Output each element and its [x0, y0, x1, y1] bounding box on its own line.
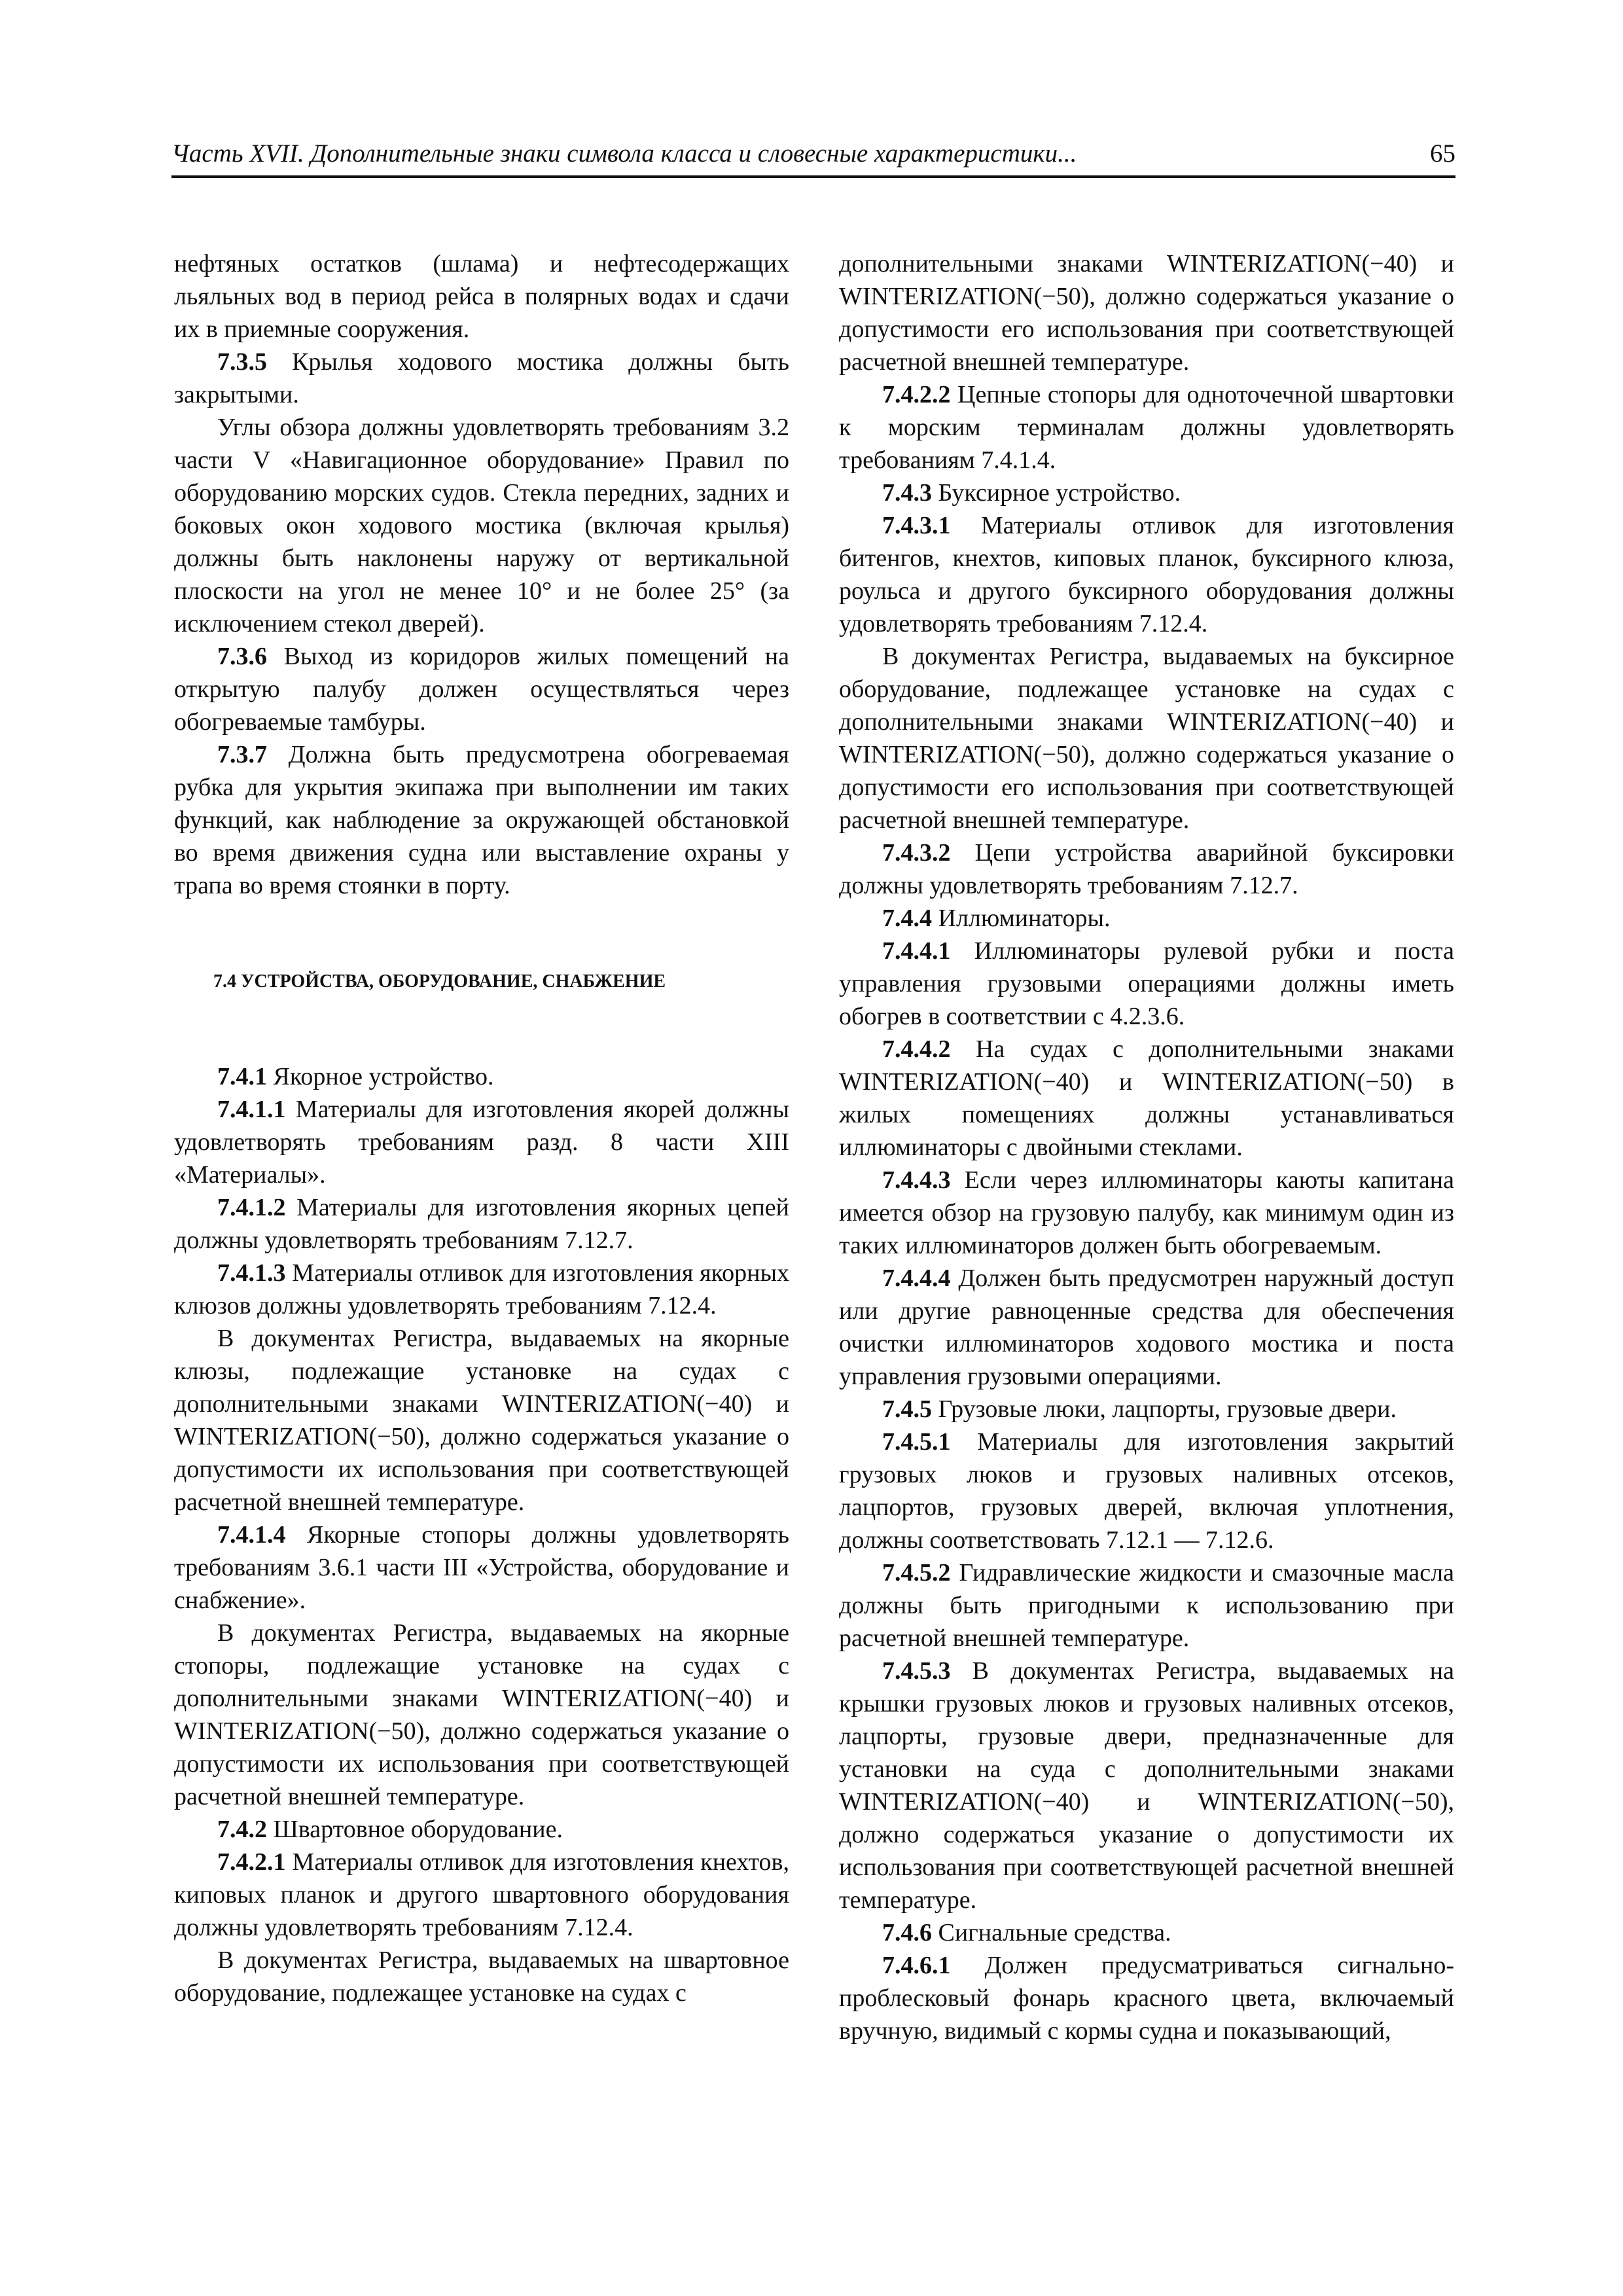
paragraph: [839, 1033, 1454, 1164]
paragraph: [174, 1617, 789, 1813]
paragraph-text: Грузовые люки, лацпорты, грузовые двери.: [932, 1395, 1397, 1423]
clause-number: 7.4.2.2: [882, 381, 951, 408]
paragraph-text: Буксирное устройство.: [932, 479, 1181, 507]
paragraph: [174, 1257, 789, 1322]
paragraph-text: Материалы для изготовления якорных цепей должны удовлетворять требованиям 7.12.7.: [174, 1194, 789, 1254]
paragraph: [839, 640, 1454, 836]
paragraph: [174, 346, 789, 411]
paragraph-text: Крылья ходового мостика должны быть закрытыми.: [174, 348, 789, 408]
paragraph-text: Якорные стопоры должны удовлетворять требованиям 3.6.1 части III «Устройства, оборудование и снабжение».: [174, 1521, 789, 1614]
paragraph: [174, 1093, 789, 1191]
paragraph: [839, 1655, 1454, 1916]
clause-number: 7.4.1.2: [217, 1194, 286, 1221]
subsection-title: [174, 1060, 789, 1093]
section-heading: 7.4 УСТРОЙСТВА, ОБОРУДОВАНИЕ, СНАБЖЕНИЕ: [213, 971, 666, 992]
clause-number: 7.4.6.1: [882, 1952, 951, 1979]
paragraph-text: В документах Регистра, выдаваемых на буксирное оборудование, подлежащее установке на судах с дополнительными знаками WINTERIZATION(−40) и WINTERIZATION(−50), должно содержаться указание о допустимости его использования при соответствующей расчетной внешней температуре.: [839, 643, 1454, 834]
paragraph-text: нефтяных остатков (шлама) и нефтесодержащих льяльных вод в период рейса в полярных водах и сдачи их в приемные сооружения.: [174, 250, 789, 343]
paragraph: [839, 247, 1454, 378]
paragraph-text: Углы обзора должны удовлетворять требованиям 3.2 части V «Навигационное оборудование» Правил по оборудованию морских судов. Стекла передних, задних и боковых окон ходового мостика (включая крылья) должны быть наклонены наружу от вертикальной плоскости на угол не менее 10° и не более 25° (за исключением стекол дверей).: [174, 414, 789, 637]
page-number: 65: [1430, 139, 1455, 168]
paragraph-text: Материалы отливок для изготовления битенгов, кнехтов, киповых планок, буксирного клюза, роульса и другого буксирного оборудования должны удовлетворять требованиям 7.12.4.: [839, 512, 1454, 637]
right-column: [839, 247, 1454, 2047]
clause-number: 7.3.5: [217, 348, 267, 376]
paragraph: [839, 1949, 1454, 2047]
paragraph: [174, 1518, 789, 1617]
paragraph-text: дополнительными знаками WINTERIZATION(−40) и WINTERIZATION(−50), должно содержаться указание о допустимости его использования при соответствующей расчетной внешней температуре.: [839, 250, 1454, 376]
header-title: Часть XVII. Дополнительные знаки символа класса и словесные характеристики...: [171, 139, 1077, 168]
paragraph-text: В документах Регистра, выдаваемых на крышки грузовых люков и грузовых наливных отсеков, лацпорты, грузовые двери, предназначенные для установки на суда с дополнительными знаками WINTERIZATION(−40) и WINTERIZATION(−50), должно содержаться указание о допустимости их использования при соответствующей расчетной внешней температуре.: [839, 1657, 1454, 1914]
paragraph: [174, 411, 789, 640]
running-header: [171, 139, 1455, 178]
paragraph-text: Иллюминаторы.: [932, 905, 1111, 932]
paragraph: [839, 378, 1454, 476]
paragraph-text: Должна быть предусмотрена обогреваемая рубка для укрытия экипажа при выполнении им таких функций, как наблюдение за окружающей обстановкой во время движения судна или выставление охраны у трапа во время стоянки в порту.: [174, 741, 789, 899]
paragraph-text: Материалы для изготовления якорей должны удовлетворять требованиям разд. 8 части XIII «Материалы».: [174, 1096, 789, 1189]
clause-number: 7.4.5.1: [882, 1428, 951, 1456]
clause-number: 7.4.4.2: [882, 1035, 951, 1063]
paragraph: [839, 1164, 1454, 1262]
clause-number: 7.4.1.1: [217, 1096, 286, 1123]
paragraph: [839, 509, 1454, 640]
clause-number: 7.4.2: [217, 1816, 267, 1843]
clause-number: 7.4.3.2: [882, 839, 951, 867]
clause-number: 7.4.3.1: [882, 512, 951, 539]
clause-number: 7.4.2.1: [217, 1848, 286, 1876]
clause-number: 7.4.4: [882, 905, 932, 932]
clause-number: 7.4.6: [882, 1919, 932, 1946]
clause-number: 7.4.5: [882, 1395, 932, 1423]
paragraph-text: Цепные стопоры для одноточечной швартовки к морским терминалам должны удовлетворять требованиям 7.4.1.4.: [839, 381, 1454, 474]
clause-number: 7.4.4.4: [882, 1265, 951, 1292]
paragraph: [839, 836, 1454, 902]
paragraph-text: Гидравлические жидкости и смазочные масла должны быть пригодными к использованию при расчетной внешней температуре.: [839, 1559, 1454, 1652]
clause-number: 7.4.4.1: [882, 937, 951, 965]
paragraph-text: В документах Регистра, выдаваемых на якорные клюзы, подлежащие установке на судах с дополнительными знаками WINTERIZATION(−40) и WINTERIZATION(−50), должно содержаться указание о допустимости их использования при соответствующей расчетной внешней температуре.: [174, 1325, 789, 1516]
paragraph: [174, 1322, 789, 1518]
left-column: [174, 247, 789, 2009]
paragraph: [839, 1262, 1454, 1393]
paragraph-text: На судах с дополнительными знаками WINTERIZATION(−40) и WINTERIZATION(−50) в жилых помещениях должны устанавливаться иллюминаторы с двойными стеклами.: [839, 1035, 1454, 1161]
paragraph: [174, 1846, 789, 1944]
clause-number: 7.4.5.2: [882, 1559, 951, 1587]
paragraph-text: В документах Регистра, выдаваемых на швартовное оборудование, подлежащее установке на судах с: [174, 1946, 789, 2007]
paragraph: [174, 1191, 789, 1257]
paragraph-text: Должен предусматриваться сигнально-проблесковый фонарь красного цвета, включаемый вручную, видимый с кормы судна и показывающий,: [839, 1952, 1454, 2045]
paragraph-text: Якорное устройство.: [267, 1063, 494, 1090]
paragraph: [174, 738, 789, 902]
subsection-title: [839, 476, 1454, 509]
paragraph-text: Материалы отливок для изготовления кнехтов, киповых планок и другого швартовного оборудования должны удовлетворять требованиям 7.12.4.: [174, 1848, 789, 1941]
paragraph: [839, 1556, 1454, 1655]
paragraph-text: Выход из коридоров жилых помещений на открытую палубу должен осуществляться через обогреваемые тамбуры.: [174, 643, 789, 736]
paragraph-text: Материалы отливок для изготовления якорных клюзов должны удовлетворять требованиям 7.12.4.: [174, 1259, 789, 1319]
paragraph: [174, 247, 789, 346]
subsection-title: [174, 1813, 789, 1846]
clause-number: 7.4.5.3: [882, 1657, 951, 1685]
subsection-title: [839, 902, 1454, 935]
paragraph-text: Сигнальные средства.: [932, 1919, 1171, 1946]
paragraph-text: Иллюминаторы рулевой рубки и поста управления грузовыми операциями должны иметь обогрев в соответствии с 4.2.3.6.: [839, 937, 1454, 1030]
paragraph: [839, 935, 1454, 1033]
subsection-title: [839, 1916, 1454, 1949]
paragraph-text: Цепи устройства аварийной буксировки должны удовлетворять требованиям 7.12.7.: [839, 839, 1454, 899]
paragraph-text: Должен быть предусмотрен наружный доступ или другие равноценные средства для обеспечения очистки иллюминаторов ходового мостика и поста управления грузовыми операциями.: [839, 1265, 1454, 1390]
paragraph-text: В документах Регистра, выдаваемых на якорные стопоры, подлежащие установке на судах с дополнительными знаками WINTERIZATION(−40) и WINTERIZATION(−50), должно содержаться указание о допустимости их использования при соответствующей расчетной внешней температуре.: [174, 1619, 789, 1810]
clause-number: 7.4.1.4: [217, 1521, 286, 1549]
paragraph: [174, 640, 789, 738]
clause-number: 7.3.6: [217, 643, 267, 670]
paragraph: [839, 1426, 1454, 1556]
clause-number: 7.4.1.3: [217, 1259, 286, 1287]
paragraph-text: Если через иллюминаторы каюты капитана имеется обзор на грузовую палубу, как минимум один из таких иллюминаторов должен быть обогреваемым.: [839, 1166, 1454, 1259]
clause-number: 7.4.1: [217, 1063, 267, 1090]
header-rule: [171, 175, 1455, 178]
clause-number: 7.4.3: [882, 479, 932, 507]
clause-number: 7.3.7: [217, 741, 267, 768]
paragraph-text: Швартовное оборудование.: [267, 1816, 563, 1843]
subsection-title: [839, 1393, 1454, 1426]
paragraph: [174, 1944, 789, 2009]
clause-number: 7.4.4.3: [882, 1166, 951, 1194]
paragraph-text: Материалы для изготовления закрытий грузовых люков и грузовых наливных отсеков, лацпортов, грузовых дверей, включая уплотнения, должны соответствовать 7.12.1 — 7.12.6.: [839, 1428, 1454, 1554]
